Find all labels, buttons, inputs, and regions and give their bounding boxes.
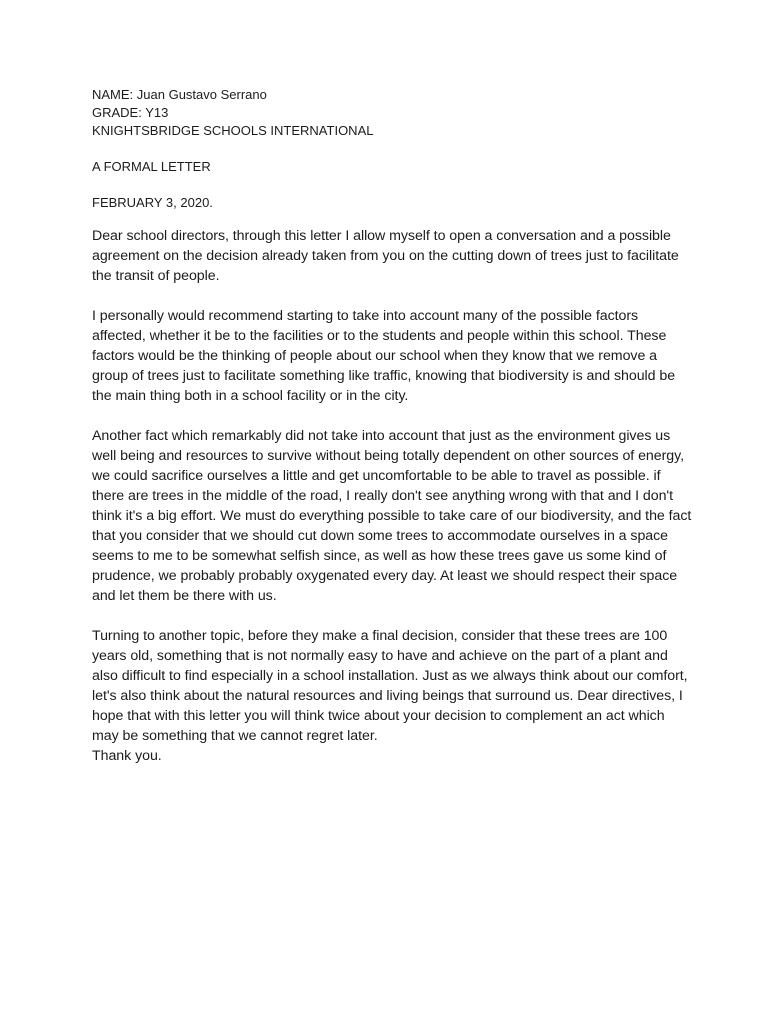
letter-date: FEBRUARY 3, 2020. (92, 195, 213, 210)
paragraph-3: Another fact which remarkably did not take into account that just as the environment gives us well being and resources to survive without being totally dependent on other sources of energy, we could sacrifice ourselves a little and get uncomfortable to be able to travel as possible. if there are trees in the middle of the road, I really don't see anything wrong with that and I don't think it's a big effort. We must do everything possible to take care of our biodiversity, and the fact that you consider that we should cut down some trees to accommodate ourselves in a space seems to me to be somewhat selfish since, as well as how these trees gave us some kind of prudence, we probably probably oxygenated every day. At least we should respect their space and let them be there with us. (92, 428, 692, 604)
paragraph-4: Turning to another topic, before they make a final decision, consider that these trees are 100 years old, something that is not normally easy to have and achieve on the part of a plant and also difficult to find especially in a school installation. Just as we always think about our comfort, let's also think about the natural resources and living beings that surround us. Dear directives, I hope that with this letter you will think twice about your decision to complement an act which may be something that we cannot regret later. (92, 628, 688, 744)
letter-body (92, 226, 692, 766)
letter-type: A FORMAL LETTER (92, 159, 211, 174)
student-grade: GRADE: Y13 (92, 105, 169, 120)
date-block (92, 194, 692, 212)
paragraph-1: Dear school directors, through this letter I allow myself to open a conversation and a possible agreement on the decision already taken from you on the cutting down of trees just to facilitate the transit of people. (92, 228, 679, 284)
paragraph-2: I personally would recommend starting to take into account many of the possible factors affected, whether it be to the facilities or to the students and people within this school. These factors would be the thinking of people about our school when they know that we remove a group of trees just to facilitate something like traffic, knowing that biodiversity is and should be the main thing both in a school facility or in the city. (92, 308, 676, 404)
student-name: NAME: Juan Gustavo Serrano (92, 87, 267, 102)
letter-type-block (92, 158, 692, 176)
school-name: KNIGHTSBRIDGE SCHOOLS INTERNATIONAL (92, 123, 374, 138)
letter-closing: Thank you. (92, 748, 162, 764)
student-header (92, 86, 692, 140)
formal-letter (92, 86, 692, 766)
